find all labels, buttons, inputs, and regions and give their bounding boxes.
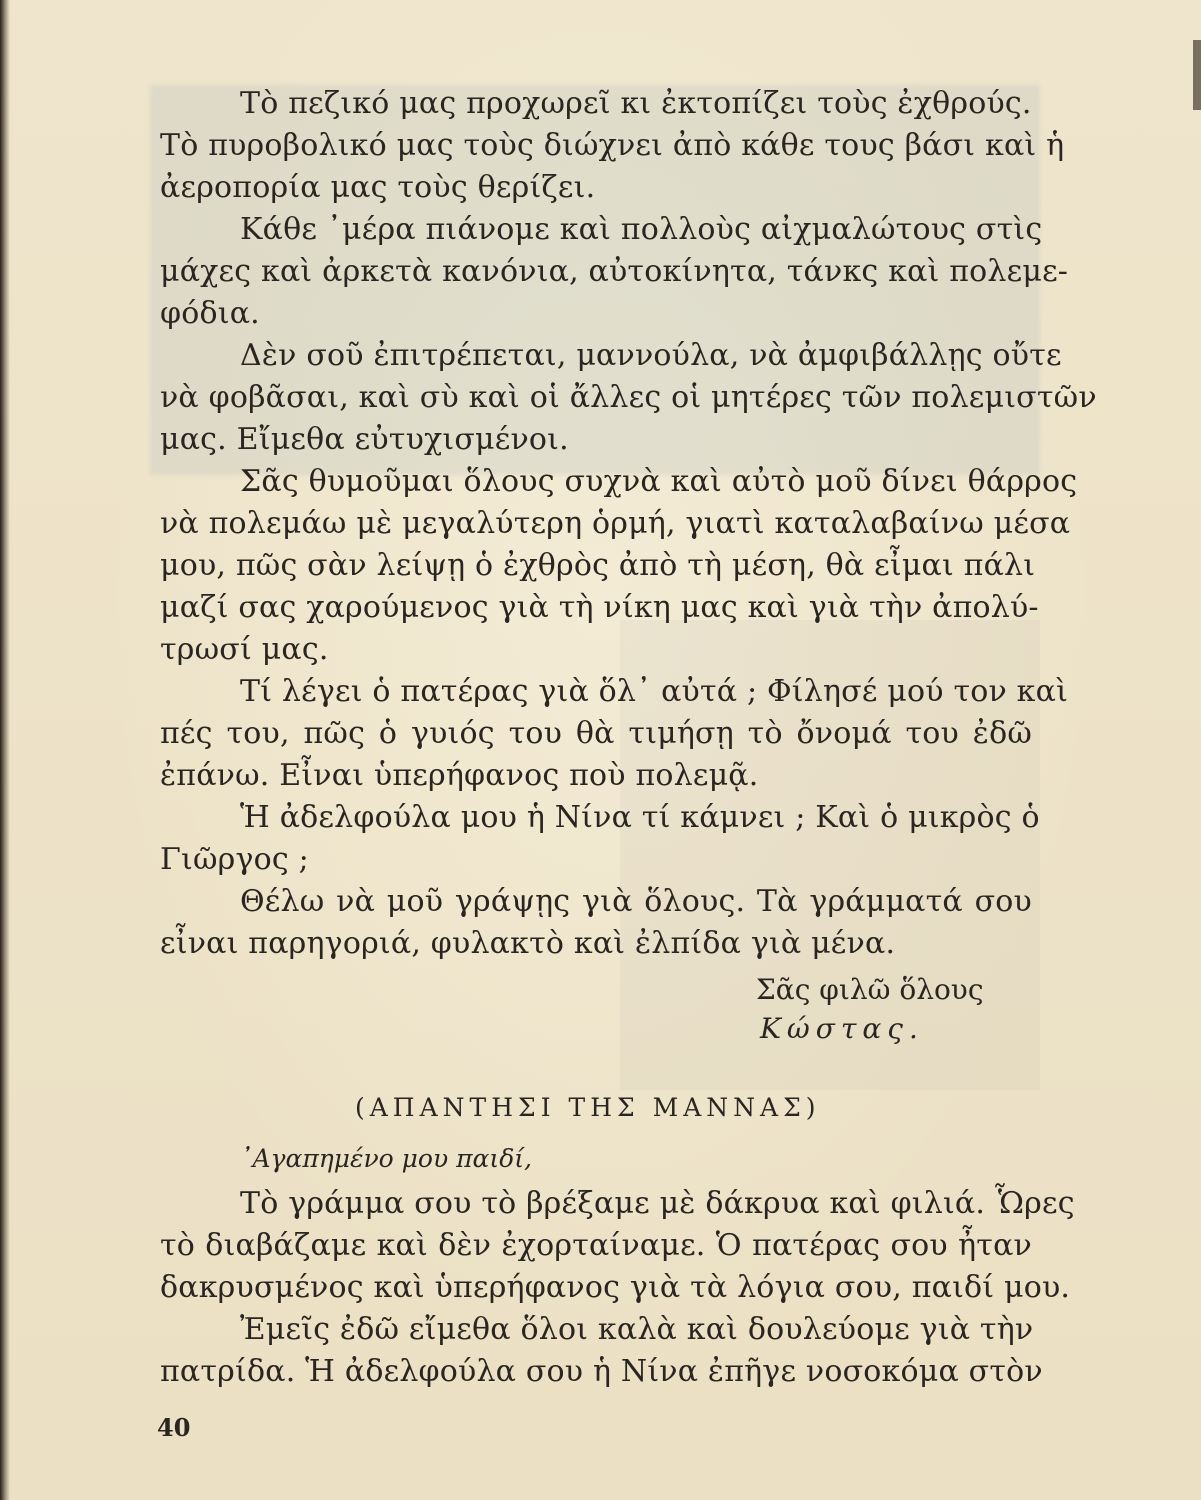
letter-line: Ἡ ἀδελφούλα μου ἡ Νίνα τί κάμνει ; Καὶ ὁ μικρὸς ὁ (240, 800, 1040, 835)
letter-line: μας. Εἴμεθα εὐτυχισμένοι. (160, 422, 569, 457)
letter-line: Κάθε ᾿μέρα πιάνομε καὶ πολλοὺς αἰχμαλώτους στὶς (240, 212, 1043, 247)
letter-line: Τί λέγει ὁ πατέρας γιὰ ὅλ᾿ αὐτά ; Φίλησέ μού τον καὶ (240, 674, 1069, 709)
letter-line: μαζί σας χαρούμενος γιὰ τὴ νίκη μας καὶ γιὰ τὴν ἀπολύ- (160, 590, 1039, 625)
page-right-edge-mark (1193, 40, 1201, 110)
reply-line: τὸ διαβάζαμε καὶ δὲν ἐχορταίναμε. Ὁ πατέρας σου ἦταν (160, 1228, 1032, 1263)
letter-line: ἐπάνω. Εἶναι ὑπερήφανος ποὺ πολεμᾷ. (160, 758, 759, 793)
reply-line: δακρυσμένος καὶ ὑπερήφανος γιὰ τὰ λόγια σου, παιδί μου. (160, 1270, 1071, 1305)
reply-line: Τὸ γράμμα σου τὸ βρέξαμε μὲ δάκρυα καὶ φιλιά. Ὧρες (240, 1186, 1075, 1221)
letter-body (160, 84, 1097, 964)
letter-line: νὰ φοβᾶσαι, καὶ σὺ καὶ οἱ ἄλλες οἱ μητέρες τῶν πολεμιστῶν (160, 380, 1097, 415)
page-number: 40 (157, 1413, 191, 1442)
letter-line: πές του, πῶς ὁ γυιός του θὰ τιμήσῃ τὸ ὄνομά του ἐδῶ (160, 716, 1032, 751)
letter-line: Θέλω νὰ μοῦ γράψῃς γιὰ ὅλους. Τὰ γράμματά σου (240, 884, 1032, 919)
reply-line: Ἐμεῖς ἐδῶ εἴμεθα ὅλοι καλὰ καὶ δουλεύομε γιὰ τὴν (240, 1312, 1034, 1347)
letter-line: φόδια. (160, 296, 260, 331)
letter-line: Τὸ πεζικό μας προχωρεῖ κι ἐκτοπίζει τοὺς ἐχθρούς. (240, 86, 1032, 121)
letter-closing: Σᾶς φιλῶ ὅλους (756, 973, 984, 1006)
letter-line: Τὸ πυροβολικό μας τοὺς διώχνει ἀπὸ κάθε τους βάσι καὶ ἡ (160, 128, 1065, 163)
reply-body (160, 1184, 1075, 1404)
letter-signature: Κώστας. (760, 1012, 924, 1045)
letter-line: εἶναι παρηγοριά, φυλακτὸ καὶ ἐλπίδα γιὰ μένα. (160, 926, 896, 961)
letter-line: μάχες καὶ ἀρκετὰ κανόνια, αὐτοκίνητα, τάνκς καὶ πολεμε- (160, 254, 1069, 289)
page-left-edge-shadow (0, 0, 10, 1500)
letter-line: ἀεροπορία μας τοὺς θερίζει. (160, 170, 596, 205)
letter-line: μου, πῶς σὰν λείψῃ ὁ ἐχθρὸς ἀπὸ τὴ μέση, θὰ εἶμαι πάλι (160, 548, 1036, 583)
letter-line: Σᾶς θυμοῦμαι ὅλους συχνὰ καὶ αὐτὸ μοῦ δίνει θάρρος (240, 464, 1078, 499)
letter-line: τρωσί μας. (160, 632, 329, 667)
letter-line: Γιῶργος ; (160, 842, 309, 877)
letter-line: νὰ πολεμάω μὲ μεγαλύτερη ὁρμή, γιατὶ καταλαβαίνω μέσα (160, 506, 1071, 541)
reply-heading: (ΑΠΑΝΤΗΣΙ ΤΗΣ ΜΑΝΝΑΣ) (355, 1093, 821, 1122)
letter-line: Δὲν σοῦ ἐπιτρέπεται, μαννούλα, νὰ ἀμφιβάλλῃς οὔτε (240, 338, 1062, 373)
reply-line: πατρίδα. Ἡ ἀδελφούλα σου ἡ Νίνα ἐπῆγε νοσοκόμα στὸν (160, 1354, 1043, 1389)
reply-salutation: ᾿Αγαπημένο μου παιδί, (240, 1144, 533, 1173)
